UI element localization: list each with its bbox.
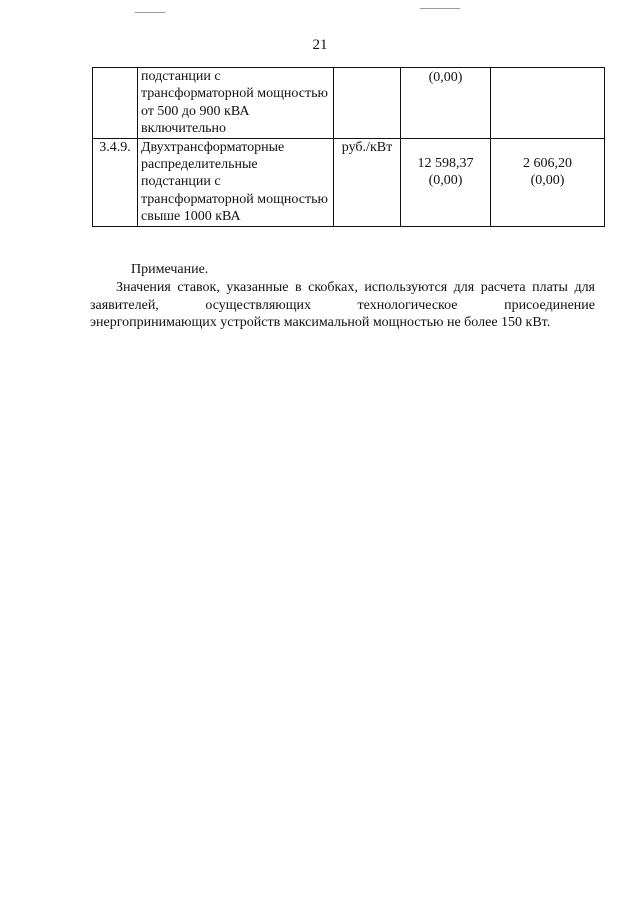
row-value-1-main: 12 598,37 (417, 155, 474, 171)
row-number (93, 68, 138, 139)
row-number: 3.4.9. (93, 138, 138, 226)
scan-artifact (135, 12, 165, 13)
row-value-1 (401, 68, 491, 139)
row-value-2-sub: (0,00) (530, 173, 565, 189)
scan-artifact (420, 8, 460, 9)
row-unit: руб./кВт (334, 138, 401, 226)
row-description: подстанции с трансформаторной мощностью от 500 до 900 кВА включительно (138, 68, 334, 139)
table-row (93, 68, 605, 139)
table-row (93, 138, 605, 226)
row-value-2 (491, 68, 605, 139)
row-value-1-main: (0,00) (428, 70, 463, 85)
row-value-2 (491, 138, 605, 226)
note-body: Значения ставок, указанные в скобках, используются для расчета платы для заявителей, осуществляющих технологическое присоединение энергопринимающих устройств максимальной мощностью не более 150 кВт. (90, 280, 595, 330)
note-title: Примечание. (131, 262, 209, 277)
rates-table (92, 67, 605, 227)
row-value-1-sub: (0,00) (428, 173, 463, 189)
row-unit (334, 68, 401, 139)
row-value-2-main: 2 606,20 (523, 155, 572, 171)
row-value-1 (401, 138, 491, 226)
row-description: Двухтрансформаторные распределительные подстанции с трансформаторной мощностью свыше 1000 кВА (138, 138, 334, 226)
page-number: 21 (312, 37, 328, 53)
